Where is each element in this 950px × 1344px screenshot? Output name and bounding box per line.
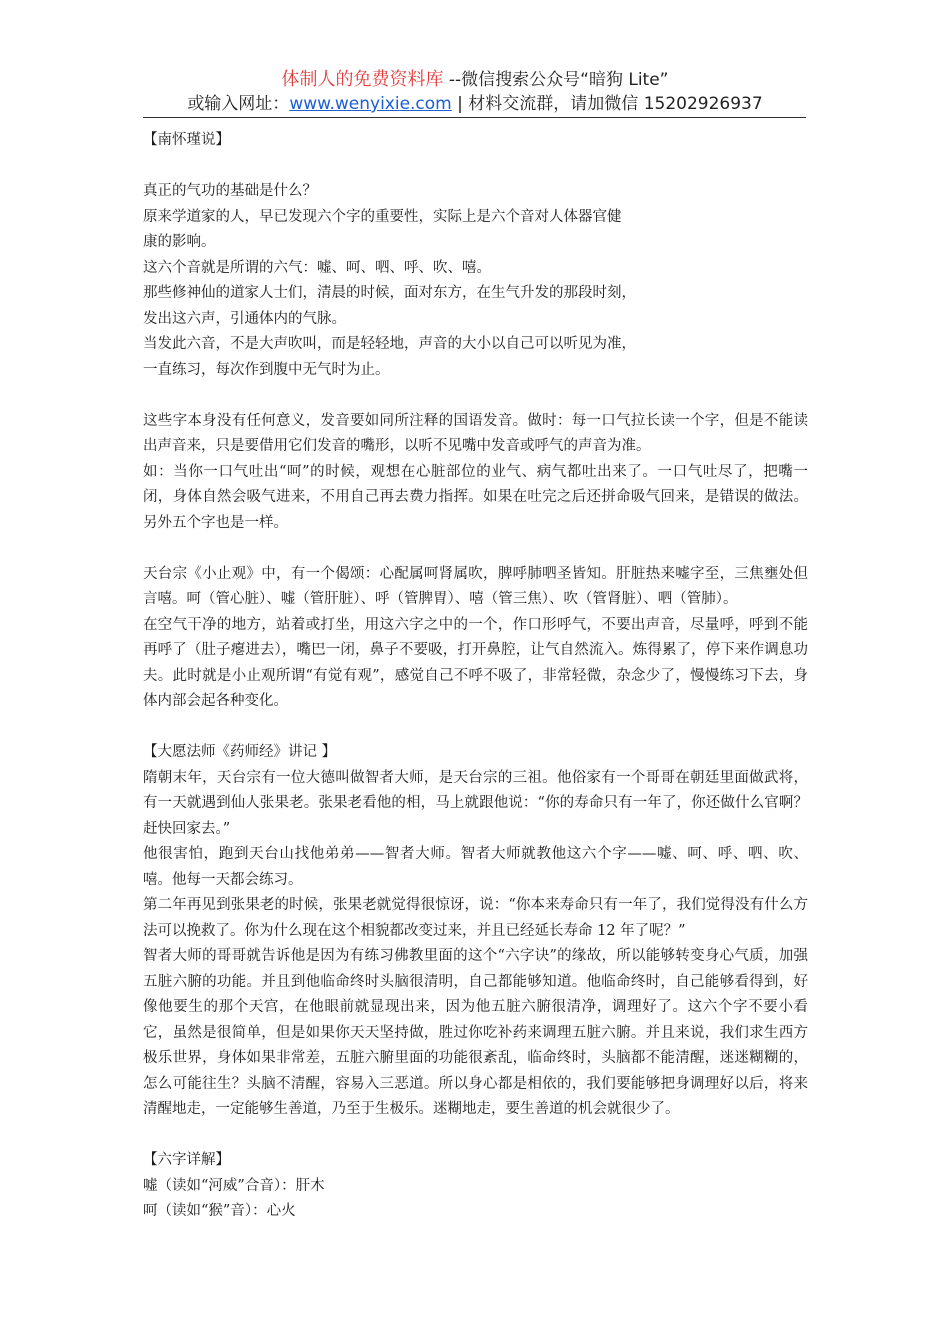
- paragraph: 康的影响。: [143, 234, 216, 250]
- url-prefix: 或输入网址：: [187, 94, 290, 114]
- paragraph: 智者大师的哥哥就告诉他是因为有练习佛教里面的这个“六字诀”的缘故，所以能够转变身心气质，加强五脏六腑的功能。并且到他临命终时头脑很清明，自己都能够知道。他临命终时，自己能够看得到，好像他要生的那个天宫，在他眼前就显现出来，因为他五脏六腑很清净，调理好了。这六个字不要小看它，虽然是很简单，但是如果你天天坚持做，胜过你吃补药来调理五脏六腑。并且来说，我们求生西方极乐世界，身体如果非常差，五脏六腑里面的功能很紊乱，临命终时，头脑都不能清醒，迷迷糊糊的，怎么可能往生？头脑不清醒，容易入三恶道。所以身心都是相依的，我们要能够把身调理好以后，将来清醒地走，一定能够生善道，乃至于生极乐。迷糊地走，要生善道的机会就很少了。: [143, 948, 808, 1117]
- paragraph: 原来学道家的人，早已发现六个字的重要性，实际上是六个音对人体器官健: [143, 208, 622, 225]
- paragraph: 隋朝末年，天台宗有一位大德叫做智者大师，是天台宗的三祖。他俗家有一个哥哥在朝廷里面做武将，有一天就遇到仙人张果老。张果老看他的相，马上就跟他说：“你的寿命只有一年了，你还做什么官啊？赶快回家去。”: [143, 769, 808, 837]
- section-title: 【南怀瑾说】: [143, 132, 230, 148]
- paragraph: 这六个音就是所谓的六气：嘘、呵、呬、呼、吹、嘻。: [143, 259, 491, 276]
- header-divider: [143, 117, 806, 118]
- paragraph: 他很害怕，跑到天台山找他弟弟——智者大师。智者大师就教他这六个字——嘘、呵、呼、呬、吹、嘻。他每一天都会练习。: [143, 846, 808, 888]
- paragraph: 如：当你一口气吐出“呵”的时候，观想在心脏部位的业气、病气都吐出来了。一口气吐尽了，把嘴一闭，身体自然会吸气进来，不用自己再去费力指挥。如果在吐完之后还拼命吸气回来，是错误的做法。另外五个字也是一样。: [143, 463, 808, 531]
- paragraph: 这些字本身没有任何意义，发音要如同所注释的国语发音。做时：每一口气拉长读一个字，但是不能读出声音来，只是要借用它们发音的嘴形，以听不见嘴中发音或呼气的声音为准。: [143, 412, 808, 454]
- paragraph: 在空气干净的地方，站着或打坐，用这六字之中的一个，作口形呼气，不要出声音，尽量呼，呼到不能再呼了（肚子瘪进去），嘴巴一闭，鼻子不要吸，打开鼻腔，让气自然流入。炼得累了，停下来作调息功夫。此时就是小止观所谓“有觉有观”，感觉自己不呼不吸了，非常轻微，杂念少了，慢慢练习下去，身体内部会起各种变化。: [143, 616, 808, 709]
- paragraph: 第二年再见到张果老的时候，张果老就觉得很惊讶，说：“你本来寿命只有一年了，我们觉得没有什么方法可以挽救了。你为什么现在这个相貌都改变过来，并且已经延长寿命 12 年了呢？”: [143, 897, 808, 939]
- header-line-2: [0, 92, 950, 116]
- header-line-1: [0, 68, 950, 92]
- paragraph: 一直练习，每次作到腹中无气时为止。: [143, 361, 390, 378]
- paragraph: 天台宗《小止观》中，有一个偈颂：心配属呵肾属吹，脾呼肺呬圣皆知。肝脏热来嘘字至，三焦壅处但言嘻。呵（管心脏）、嘘（管肝脏）、呼（管脾胃）、嘻（管三焦）、吹（管肾脏）、呬（管肺）。: [143, 565, 808, 607]
- paragraph: 那些修神仙的道家人士们，清晨的时候，面对东方，在生气升发的那段时刻，: [143, 285, 636, 301]
- paragraph: 真正的气功的基础是什么？: [143, 183, 317, 199]
- header-subtitle: --微信搜索公众号“暗狗 Lite”: [443, 70, 669, 90]
- section-title: 【六字详解】: [143, 1152, 230, 1168]
- document-body: [143, 128, 808, 1225]
- paragraph: 当发此六音，不是大声吹叫，而是轻轻地，声音的大小以自己可以听见为准，: [143, 336, 636, 352]
- paragraph: 嘘（读如“河威”合音）：肝木: [143, 1177, 325, 1194]
- paragraph: 呵（读如“猴”音）：心火: [143, 1203, 296, 1219]
- contact-info: | 材料交流群，请加微信 15202926937: [451, 94, 763, 114]
- paragraph: 发出这六声，引通体内的气脉。: [143, 310, 346, 327]
- section-title: 【大愿法师《药师经》讲记 】: [143, 744, 337, 760]
- brand-title: 体制人的免费资料库: [281, 69, 444, 90]
- page-header: [0, 68, 950, 116]
- website-link[interactable]: www.wenyixie.com: [289, 94, 452, 114]
